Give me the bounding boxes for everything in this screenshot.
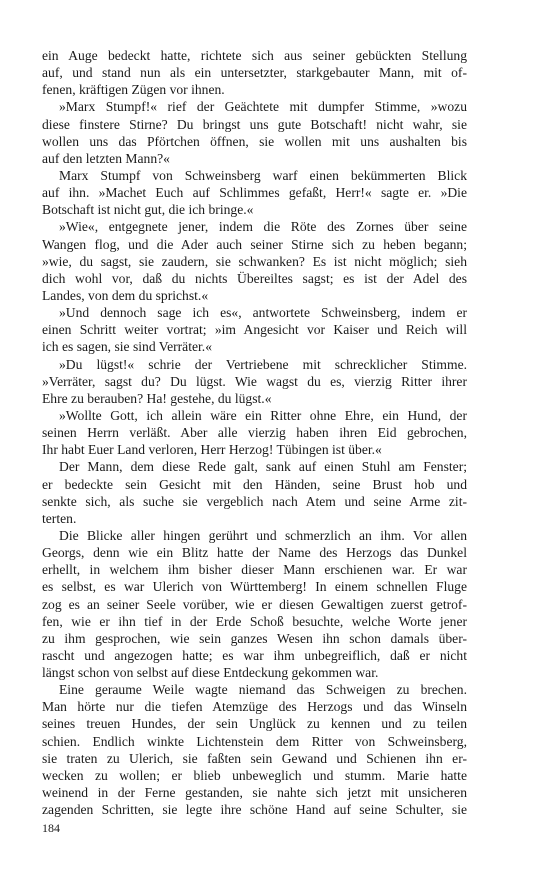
text-line: fen, wie er ihn tief in der Erde Schoß besuchte, welche Worte jener [42,613,467,629]
page-body [42,47,467,818]
text-line: einen Schritt weiter vortrat; »im Angesicht vor Kaiser und Reich will [42,322,467,338]
text-line: sie traten zu Ulerich, sie faßten sein Gewand und Schienen ihn er- [42,750,467,766]
text-line: seines treuen Hundes, der sein Unglück zu kennen und zu teilen [42,716,467,732]
text-line: es selbst, es war Ulerich von Württemberg! In einem schnellen Fluge [42,579,467,595]
text-line: Man hörte nur die tiefen Atemzüge des Herzogs und das Winseln [42,699,467,715]
text-line: »wie, du sagst, sie zaudern, sie schwanken? Es ist nicht möglich; sieh [42,253,467,269]
text-line: Georgs, denn wie ein Blitz hatte der Name des Herzogs das Dunkel [42,545,467,561]
text-line: weinend in der Ferne gestanden, sie nahte sich jetzt mit unsicheren [42,785,467,801]
text-line: Wangen flog, und die Ader auch seiner Stirne sich zu heben begann; [42,236,467,252]
text-line: zog es an seiner Seele vorüber, wie er diesen Gewaltigen zuerst getrof- [42,596,467,612]
text-line: er bedeckte sein Gesicht mit den Händen, seine Brust hob und [42,476,467,492]
text-line: Ehre zu berauben? Ha! gestehe, du lügst.« [42,390,272,406]
text-line: erhellt, in welchem ihm bisher dieser Mann erschienen war. Er war [42,562,467,578]
text-line: Botschaft ist nicht gut, die ich bringe.« [42,202,254,218]
text-line: »Wollte Gott, ich allein wäre ein Ritter ohne Ehre, ein Hund, der [59,407,467,423]
text-line: Eine geraume Weile wagte niemand das Schweigen zu brechen. [59,682,467,698]
text-line: rascht und angezogen hatte; es war ihm unbegreiflich, daß er nicht [42,647,467,663]
text-line: längst schon von selbst auf diese Entdeckung gekommen war. [42,665,379,681]
text-line: zu ihm gesprochen, wie sein ganzes Wesen ihn schon damals über- [42,630,467,646]
text-line: terten. [42,510,77,526]
text-line: ich es sagen, sie sind Verräter.« [42,339,213,355]
text-line: »Und dennoch sage ich es«, antwortete Schweinsberg, indem er [59,305,467,321]
text-line: schien. Endlich winkte Lichtenstein dem Ritter von Schweinsberg, [42,733,467,749]
text-line: Landes, von dem du sprichst.« [42,287,209,303]
text-line: zagenden Schritten, sie legte ihre schöne Hand auf seine Schulter, sie [42,802,467,818]
text-line: auf, und stand nun als ein untersetzter, starkgebauter Mann, mit of- [42,65,467,81]
text-line: wecken zu wollen; er blieb unbeweglich und stumm. Marie hatte [42,767,467,783]
text-line: diese finstere Stirne? Du bringst uns gute Botschaft! nicht wahr, sie [42,116,467,132]
text-line: seinen Herrn verläßt. Aber alle vierzig haben ihren Eid gebrochen, [42,425,467,441]
text-line: auf ihn. »Machet Euch auf Schlimmes gefaßt, Herr!« sagte er. »Die [42,185,467,201]
text-line: auf den letzten Mann?« [42,150,170,166]
text-line: ein Auge bedeckt hatte, richtete sich aus seiner gebückten Stellung [42,48,467,63]
text-line: senkte sich, als suche sie vergeblich nach Atem und seine Arme zit- [42,493,467,509]
text-line: »Marx Stumpf!« rief der Geächtete mit dumpfer Stimme, »wozu [59,99,467,115]
text-line: »Verräter, sagst du? Du lügst. Wie wagst du es, vierzig Ritter ihrer [42,373,467,389]
text-line: »Wie«, entgegnete jener, indem die Röte des Zornes über seine [59,219,467,235]
text-line: dich wohl vor, daß du nichts Übereiltes sagst; es ist der Adel des [42,270,467,286]
text-line: fenen, kräftigen Zügen vor ihnen. [42,82,225,98]
text-line: Marx Stumpf von Schweinsberg warf einen bekümmerten Blick [59,167,467,183]
page-number: 184 [42,821,60,835]
text-line: Die Blicke aller hingen gerührt und schmerzlich an ihm. Vor allen [59,527,467,543]
text-line: »Du lügst!« schrie der Vertriebene mit schrecklicher Stimme. [59,356,467,372]
text-line: wollen uns das Pförtchen öffnen, sie wollen mit uns aushalten bis [42,133,467,149]
text-line: Der Mann, dem diese Rede galt, sank auf einen Stuhl am Fenster; [59,459,467,475]
text-line: Ihr habt Euer Land verloren, Herr Herzog! Tübingen ist über.« [42,442,382,458]
